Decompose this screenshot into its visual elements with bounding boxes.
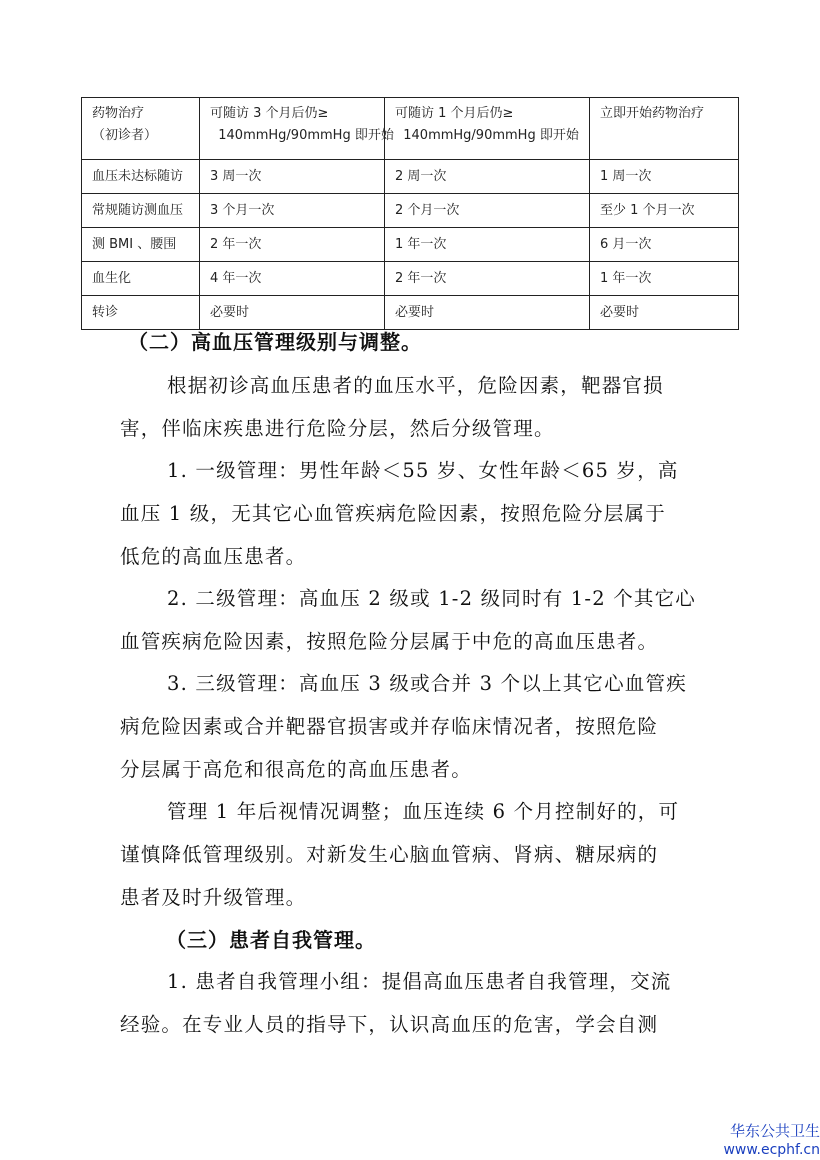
table-row bbox=[82, 160, 739, 194]
cell-text: 1 年一次 bbox=[395, 236, 447, 252]
watermark bbox=[723, 1122, 820, 1160]
table-cell bbox=[200, 262, 385, 296]
table-cell bbox=[590, 262, 739, 296]
cell-text: 4 年一次 bbox=[210, 270, 262, 286]
section3-para-1: 1. 患者自我管理小组：提倡高血压患者自我管理，交流 经验。在专业人员的指导下，认识高血压的危害，学会自测 bbox=[120, 970, 672, 1036]
table-cell bbox=[590, 194, 739, 228]
table-cell bbox=[82, 98, 200, 160]
table-cell bbox=[82, 194, 200, 228]
table-cell bbox=[385, 194, 590, 228]
cell-text: 药物治疗 bbox=[92, 106, 145, 121]
section2-para-3: 2. 二级管理：高血压 2 级或 1-2 级同时有 1-2 个其它心 血管疾病危险因素，按照危险分层属于中危的高血压患者。 bbox=[120, 587, 697, 653]
followup-table bbox=[81, 97, 739, 330]
table-cell bbox=[82, 296, 200, 330]
table-cell bbox=[200, 160, 385, 194]
table-cell bbox=[385, 296, 590, 330]
table-cell bbox=[590, 160, 739, 194]
table-row bbox=[82, 228, 739, 262]
cell-text: 立即开始药物治疗 bbox=[600, 106, 705, 121]
cell-text: 1 周一次 bbox=[600, 168, 652, 184]
table-cell bbox=[200, 228, 385, 262]
table-row bbox=[82, 194, 739, 228]
section2-para-1: 根据初诊高血压患者的血压水平，危险因素，靶器官损 害，伴临床疾患进行危险分层，然后分级管理。 bbox=[120, 374, 664, 440]
table-cell bbox=[385, 160, 590, 194]
cell-text: 必要时 bbox=[600, 304, 640, 320]
cell-text: 3 周一次 bbox=[210, 168, 262, 184]
cell-text: （初诊者） bbox=[92, 128, 158, 143]
cell-text: 必要时 bbox=[210, 304, 250, 320]
cell-text: 血压未达标随访 bbox=[92, 168, 184, 184]
table-cell bbox=[82, 160, 200, 194]
table-cell bbox=[385, 228, 590, 262]
cell-text: 140mmHg/90mmHg 即开始 bbox=[210, 128, 394, 143]
table-cell bbox=[385, 98, 590, 160]
cell-text: 测 BMI 、腰围 bbox=[92, 236, 177, 252]
section2-para-4: 3. 三级管理：高血压 3 级或合并 3 个以上其它心血管疾 病危险因素或合并靶器官损害或并存临床情况者，按照危险 分层属于高危和很高危的高血压患者。 bbox=[120, 672, 687, 781]
section2-para-5: 管理 1 年后视情况调整；血压连续 6 个月控制好的，可 谨慎降低管理级别。对新发生心脑血管病、肾病、糖尿病的 患者及时升级管理。 bbox=[120, 800, 680, 909]
table-cell bbox=[385, 262, 590, 296]
cell-text: 可随访 1 个月后仍≥ bbox=[395, 106, 514, 121]
table-row bbox=[82, 98, 739, 160]
table-cell bbox=[82, 262, 200, 296]
table-row bbox=[82, 296, 739, 330]
watermark-url: www.ecphf.cn bbox=[723, 1142, 820, 1158]
cell-text: 6 月一次 bbox=[600, 236, 652, 252]
cell-text: 血生化 bbox=[92, 270, 132, 286]
cell-text: 常规随访测血压 bbox=[92, 202, 184, 218]
cell-text: 至少 1 个月一次 bbox=[600, 202, 695, 218]
cell-text: 1 年一次 bbox=[600, 270, 652, 286]
cell-text: 2 年一次 bbox=[395, 270, 447, 286]
cell-text: 140mmHg/90mmHg 即开始 bbox=[395, 128, 579, 143]
table-cell bbox=[200, 296, 385, 330]
cell-text: 2 周一次 bbox=[395, 168, 447, 184]
section3-heading: （三）患者自我管理。 bbox=[166, 928, 376, 952]
cell-text: 转诊 bbox=[92, 304, 119, 320]
cell-text: 2 个月一次 bbox=[395, 202, 460, 218]
table-cell bbox=[590, 98, 739, 160]
cell-text: 可随访 3 个月后仍≥ bbox=[210, 106, 329, 121]
cell-text: 3 个月一次 bbox=[210, 202, 275, 218]
table-cell bbox=[200, 98, 394, 160]
section2-para-2: 1. 一级管理：男性年龄＜55 岁、女性年龄＜65 岁，高 血压 1 级，无其它心血管疾病危险因素，按照危险分层属于 低危的高血压患者。 bbox=[120, 459, 679, 568]
cell-text: 2 年一次 bbox=[210, 236, 262, 252]
cell-text: 必要时 bbox=[395, 304, 435, 320]
table-cell bbox=[82, 228, 200, 262]
watermark-name: 华东公共卫生 bbox=[729, 1122, 820, 1140]
section2-heading: （二）高血压管理级别与调整。 bbox=[128, 330, 422, 354]
table-cell bbox=[200, 194, 385, 228]
table-row bbox=[82, 262, 739, 296]
table-cell bbox=[590, 228, 739, 262]
table-cell bbox=[590, 296, 739, 330]
